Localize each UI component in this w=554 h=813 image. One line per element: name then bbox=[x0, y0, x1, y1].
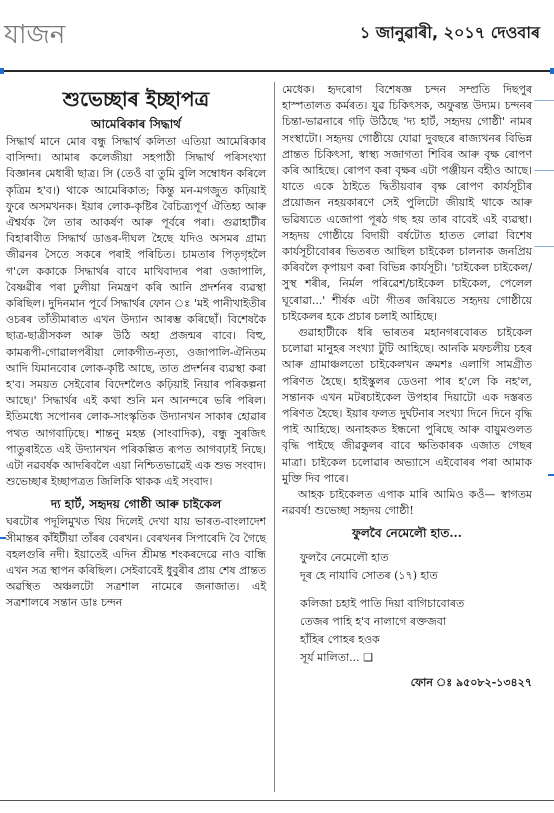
paragraph: মেধেক। হৃদৰোগ বিশেষজ্ঞ চন্দন সম্প্ৰতি দিছপুৰ হাস্পতালত কৰ্মৰত। যুৱ চিকিৎসক, অফুৰন্ত উদ্যম। চন্দনৰ চিন্তা-ভাৱনাৰে গঢ়ি উঠিছে 'দ্য হাৰ্ট, সহৃদয় গোষ্ঠী' নামৰ সংস্থাটো। সহৃদয় গোষ্ঠীয়ে যোৱা দুবছৰে ৰাজ্যখনৰ বিভিন্ন প্ৰান্তত চিকিৎসা, স্বাস্থ্য সজাগতা শিবিৰ আৰু বৃক্ষ ৰোপণ কৰি আহিছে। ৰোপণ কৰা বৃক্ষৰ এটা পঞ্জীয়ন বহীও আছে। যাতে একে ঠাইতে দ্বিতীয়বাৰ বৃক্ষ ৰোপণ কাৰ্যসূচীৰ প্ৰয়োজন নহয়কাৰণে সেই পুলিটো জীয়াই থাকে আৰু ভৱিষ্যতে এজোপা পূৰঠ গছ হয় তাৰ বাবেই এই ব্যৱস্থা। সহৃদয় গোষ্ঠীয়ে বিদায়ী বৰ্ষটোত হাতত লোৱা বিশেষ কাৰ্যসূচীবোৰৰ ভিতৰত আছিল চাইকেল চালনাক জনপ্ৰিয় কৰিবলৈ কৃপায়ণ কৰা বিভিন্ন কাৰ্যসূচী। 'চাইকেল চাইকেল/সুস্থ শৰীৰ, নিৰ্মল পৰিৱেশ/চাইকেল চাইকেল, পেলেল ঘূৰোৱা...' শীৰ্ষক এটা গীতৰ জৰিয়তে সহৃদয় গোষ্ঠীয়ে চাইকেলৰ হকে প্ৰচাৰ চলাই আহিছে। bbox=[282, 83, 532, 323]
poem-line: কলিজা চহাই পাতি দিয়া বাগিচাবোৰত bbox=[300, 597, 465, 611]
footer-rule bbox=[0, 800, 554, 801]
paragraph: ঘৰটোৰ পদূলিমুখত থিয় দিলেই দেখা যায় ভাৰত-বাংলাদেশ সীমান্তৰ কাঁইটীয়া তাঁৰৰ বেৰখন। বেৰখনৰ সিপাৰেদি বৈ গৈছে বহলগুৰি নদী। ইয়াতেই এদিন শ্ৰীমন্ত শংকৰদেৱে নাও বান্ধি এখন সত্ৰ স্থাপন কৰিছিল। সেইবাবেই ধুবুৰীৰ প্ৰায় শেষ প্ৰান্তত অৱস্থিত অঞ্চলটো সত্ৰশাল নামেৰে জনাজাত। এই সত্ৰশালৰে সন্তান ডাঃ চন্দন bbox=[6, 515, 266, 610]
crop-mark-left bbox=[0, 68, 4, 74]
article-right-column bbox=[282, 82, 532, 692]
section-subhead: দ্য হাৰ্ট, সহৃদয় গোষ্ঠী আৰু চাইকেল bbox=[50, 497, 222, 512]
poem-line: সূৰ্য মালিতা... ❑ bbox=[300, 651, 374, 665]
poem-line: ফুলবৈ নেমেলৌ হাত bbox=[300, 551, 389, 565]
paragraph: আহক চাইকেলত এপাক মাৰি আমিও কওঁ— স্বাগতম নৱবৰ্ষ! শুভেচ্ছা সহৃদয় গোষ্ঠী! bbox=[282, 488, 532, 518]
margin-mark bbox=[534, 100, 554, 101]
article-left-column bbox=[6, 82, 266, 612]
column-divider bbox=[274, 82, 275, 792]
poem-title: ফুলবৈ নেমেলৌ হাত... bbox=[352, 526, 462, 541]
poem bbox=[300, 549, 532, 667]
author-phone: ফোন ঃ ৯৫০৮২-১৩৪২৭ bbox=[410, 676, 532, 690]
newspaper-name: যাজন bbox=[4, 20, 66, 50]
dateline: ১ জানুৱাৰী, ২০১৭ দেওবাৰ bbox=[359, 23, 540, 42]
poem-line: হাঁহিৰ পোহৰ হওক bbox=[300, 633, 380, 647]
header-rule bbox=[0, 70, 554, 72]
article-headline: শুভেচ্ছাৰ ইচ্ছাপত্ৰ bbox=[62, 87, 210, 111]
article-subhead: আমেৰিকাৰ সিদ্ধাৰ্থ bbox=[91, 117, 181, 131]
margin-mark bbox=[534, 246, 554, 247]
poem-line: তেজৰ পাহি হ'ব নালাগে ৰক্তজবা bbox=[300, 615, 447, 629]
crop-mark-right bbox=[550, 68, 554, 74]
poem-line: দূৰ হে নাযাবি সোতৰ (১৭) হাত bbox=[300, 569, 438, 583]
paragraph: সিদ্ধাৰ্থ মানে মোৰ বন্ধু সিদ্ধাৰ্থ কলিতা এতিয়া আমেৰিকাৰ বাসিন্দা। আমাৰ কলেজীয়া সহপাঠী সিদ্ধাৰ্থ পৰিসংখ্যা বিজ্ঞানৰ মেধাৰী ছাত্ৰ। সি (তেওঁ বা তুমি বুলি সম্বোধন কৰিলে কৃত্ৰিম হ'ব।) থাকে আমেৰিকাত; কিন্তু মন-মগজুত কঢ়িয়াই ফুৰে অসমখনক। ইয়াৰ লোক-কৃষ্টিৰ বৈচিত্ৰ্যপূৰ্ণ ঐতিহ্য আৰু ঐশ্বৰ্যক লৈ তাৰ আকৰ্ষণ আৰু পূৰ্বৰে পৰা। গুৱাহাটীৰ বিহাৰাবীত সিদ্ধাৰ্থ ডাঙৰ-দীঘল হৈছে যদিও অসমৰ গ্ৰাম্য জীৱনৰ সৈতে সকৰে পৰাই পৰিচিত। চামতাৰ পিতৃগৃহলৈ গ'লে ককাকে সিদ্ধাৰ্থৰ বাবে মাখিবাদ্যৰ পৰা ওজাপালি, বৈষ্ণৱীৰ পৰা ঢুলীয়া নিমন্ত্ৰণ কৰি আনি প্ৰদৰ্শনৰ ব্যৱস্থা কৰিছিল। দুদিনমান পূৰ্বে সিদ্ধাৰ্থৰ ফোন ঃ 'মই পানীখাইতীৰ ওচৰৰ তাঁতীমাৰাত এখন উদ্যান আৰম্ভ কৰিছোঁ। বিশেষকৈ ছাত্ৰ-ছাত্ৰীসকল আৰু উঠি অহা প্ৰজন্মৰ বাবে। বিহু, কামৰূপী-গোৱালপৰীয়া লোকগীত-নৃত্য, ওজাপালি-ঐনিতম আদি যিমানবোৰ লোক-কৃষ্টি আছে, তাত প্ৰদৰ্শনৰ ব্যৱস্থা কৰা হ'ব। সময়ত সেইবোৰ বিদেশলৈও কঢ়িয়াই নিয়াৰ পৰিকল্পনা আছে।' সিদ্ধাৰ্থৰ এই কথা শুনি মন আনন্দৰে ভৰি পৰিল। ইতিমধ্যে সপোনৰ লোক-সাংস্কৃতিক উদ্যানখন সাকাৰ হোৱাৰ পথত আগবাঢ়িছে। শান্তনু মহন্ত (সাংবাদিক), বন্ধু সুৰজিৎ পাতুৰাইতে এই উদ্যানখন পৰিকল্পিত ৰূপত আগবঢ়াই নিছে। এটা নৱবৰ্ষক আদৰিবলৈ এয়া নিশ্চিতভাৱেই এক শুভ সংবাদ। শুভেচ্ছাৰ ইচ্ছাপত্ৰত জিলিকি থাকক এই সংবাদ। bbox=[6, 135, 266, 489]
masthead bbox=[0, 0, 554, 66]
edge-tick bbox=[548, 474, 554, 476]
margin-mark bbox=[534, 170, 554, 171]
paragraph: গুৱাহাটীকে ধৰি ভাৰতৰ মহানগৰবোৰত চাইকেল চলোৱা মানুহৰ সংখ্যা টুটি আহিছে। আনকি মফচলীয় চহৰ আৰু গ্ৰামাঞ্চলতো চাইকেলখন ক্ৰমশঃ এলাগি সামগ্ৰীত পৰিণত হৈছে। হাইস্কুলৰ ডেওনা পাৰ হ'লে কি নহ'ল, সন্তানক এখন মটৰচাইকেল উপহাৰ দিয়াটো এক দস্তৰত পৰিণত হৈছে। ইয়াৰ ফলত দুৰ্ঘটনাৰ সংখ্যা দিনে দিনে বৃদ্ধি পাই আহিছে। অনাহকত ইন্ধনো পুৰিছে আৰু বায়ুমণ্ডলত বৃদ্ধি পাইছে জীৱকুলৰ বাবে ক্ষতিকাৰক এজাত গেছৰ মাত্ৰা। চাইকেল চলোৱাৰ অভ্যাসে এইবোৰৰ পৰা আমাক মুক্তি দিব পাৰে। bbox=[282, 326, 532, 485]
